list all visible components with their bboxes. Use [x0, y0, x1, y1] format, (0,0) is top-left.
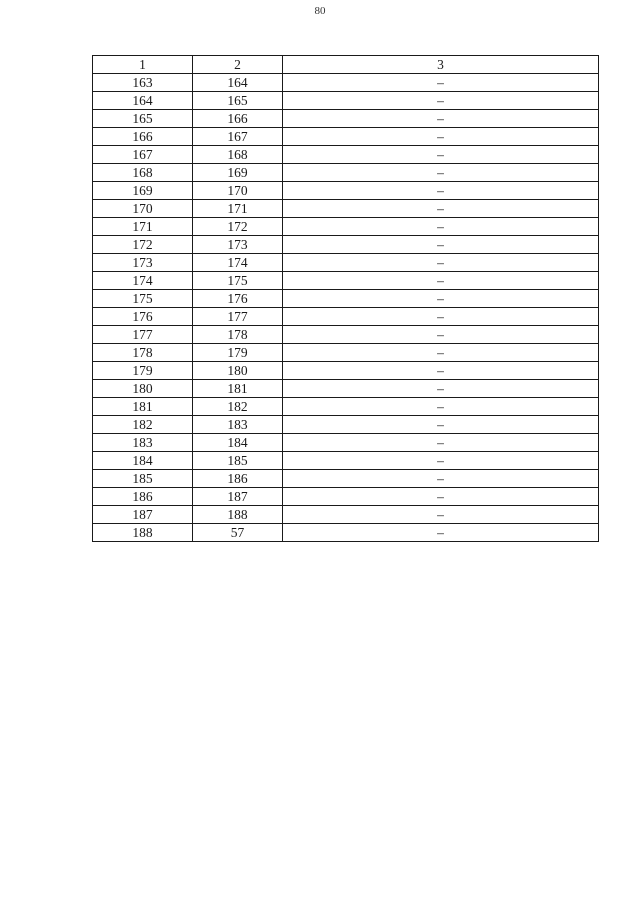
- table-cell-col-3: –: [283, 416, 599, 434]
- table-row: [93, 218, 599, 236]
- table-cell-col-2: 173: [193, 236, 283, 254]
- table-cell-col-3: –: [283, 326, 599, 344]
- table-cell-col-2: 167: [193, 128, 283, 146]
- table-row: [93, 326, 599, 344]
- table-row: [93, 272, 599, 290]
- table-cell-col-3: –: [283, 164, 599, 182]
- table-cell-col-1: 174: [93, 272, 193, 290]
- table-row: [93, 434, 599, 452]
- table-cell-col-2: 175: [193, 272, 283, 290]
- table-row: [93, 398, 599, 416]
- table-cell-col-3: –: [283, 272, 599, 290]
- table-cell-col-3: –: [283, 146, 599, 164]
- table-cell-col-3: –: [283, 308, 599, 326]
- table-cell-col-1: 187: [93, 506, 193, 524]
- table-cell-col-1: 172: [93, 236, 193, 254]
- page-number: 80: [314, 5, 326, 14]
- table-cell-col-2: 176: [193, 290, 283, 308]
- table-cell-col-2: 187: [193, 488, 283, 506]
- data-table: [92, 55, 599, 542]
- table-cell-col-3: –: [283, 110, 599, 128]
- table-cell-col-2: 180: [193, 362, 283, 380]
- column-header-3: 3: [283, 56, 599, 74]
- table-cell-col-3: –: [283, 236, 599, 254]
- table-row: [93, 92, 599, 110]
- table-cell-col-1: 188: [93, 524, 193, 542]
- table-cell-col-1: 166: [93, 128, 193, 146]
- table-cell-col-1: 179: [93, 362, 193, 380]
- table-row: [93, 182, 599, 200]
- table-row: [93, 290, 599, 308]
- table-header: [93, 56, 599, 74]
- table-cell-col-2: 170: [193, 182, 283, 200]
- table-cell-col-3: –: [283, 506, 599, 524]
- table-row: [93, 146, 599, 164]
- table-cell-col-2: 183: [193, 416, 283, 434]
- table-row: [93, 452, 599, 470]
- table-cell-col-2: 185: [193, 452, 283, 470]
- table-cell-col-3: –: [283, 524, 599, 542]
- table-cell-col-2: 174: [193, 254, 283, 272]
- table-row: [93, 128, 599, 146]
- table-cell-col-1: 170: [93, 200, 193, 218]
- table-cell-col-2: 57: [193, 524, 283, 542]
- table-row: [93, 164, 599, 182]
- table-cell-col-2: 184: [193, 434, 283, 452]
- table-cell-col-3: –: [283, 344, 599, 362]
- table-cell-col-2: 177: [193, 308, 283, 326]
- table-cell-col-2: 188: [193, 506, 283, 524]
- table-row: [93, 416, 599, 434]
- table-row: [93, 488, 599, 506]
- table-cell-col-1: 186: [93, 488, 193, 506]
- table-cell-col-2: 171: [193, 200, 283, 218]
- table-cell-col-1: 176: [93, 308, 193, 326]
- table-cell-col-1: 184: [93, 452, 193, 470]
- table-cell-col-1: 183: [93, 434, 193, 452]
- table-row: [93, 236, 599, 254]
- table-cell-col-1: 173: [93, 254, 193, 272]
- table-row: [93, 110, 599, 128]
- table-cell-col-1: 169: [93, 182, 193, 200]
- table-cell-col-1: 171: [93, 218, 193, 236]
- column-header-2: 2: [193, 56, 283, 74]
- table-cell-col-3: –: [283, 200, 599, 218]
- table-cell-col-2: 169: [193, 164, 283, 182]
- table-cell-col-2: 166: [193, 110, 283, 128]
- table-cell-col-2: 182: [193, 398, 283, 416]
- table-cell-col-3: –: [283, 254, 599, 272]
- table-cell-col-2: 172: [193, 218, 283, 236]
- table-cell-col-2: 165: [193, 92, 283, 110]
- table-row: [93, 380, 599, 398]
- header-row: [93, 56, 599, 74]
- table-cell-col-1: 185: [93, 470, 193, 488]
- table-cell-col-1: 165: [93, 110, 193, 128]
- table-cell-col-1: 163: [93, 74, 193, 92]
- table-cell-col-3: –: [283, 434, 599, 452]
- table-row: [93, 524, 599, 542]
- table-cell-col-3: –: [283, 290, 599, 308]
- table-cell-col-3: –: [283, 470, 599, 488]
- table-row: [93, 200, 599, 218]
- table-cell-col-1: 167: [93, 146, 193, 164]
- table-cell-col-1: 180: [93, 380, 193, 398]
- table-cell-col-3: –: [283, 398, 599, 416]
- table-cell-col-1: 182: [93, 416, 193, 434]
- table-cell-col-1: 177: [93, 326, 193, 344]
- table-cell-col-3: –: [283, 380, 599, 398]
- table-row: [93, 344, 599, 362]
- table-cell-col-3: –: [283, 218, 599, 236]
- table-cell-col-1: 175: [93, 290, 193, 308]
- table-cell-col-3: –: [283, 92, 599, 110]
- table-cell-col-2: 181: [193, 380, 283, 398]
- table-cell-col-3: –: [283, 128, 599, 146]
- table-cell-col-1: 164: [93, 92, 193, 110]
- table-cell-col-2: 179: [193, 344, 283, 362]
- table-cell-col-1: 178: [93, 344, 193, 362]
- table-row: [93, 470, 599, 488]
- table-cell-col-3: –: [283, 452, 599, 470]
- table-cell-col-2: 168: [193, 146, 283, 164]
- table-cell-col-3: –: [283, 488, 599, 506]
- table-cell-col-1: 168: [93, 164, 193, 182]
- table-cell-col-2: 178: [193, 326, 283, 344]
- table-body: [93, 74, 599, 542]
- table-row: [93, 254, 599, 272]
- table-row: [93, 362, 599, 380]
- table-cell-col-2: 186: [193, 470, 283, 488]
- table-cell-col-3: –: [283, 182, 599, 200]
- table-row: [93, 74, 599, 92]
- table-cell-col-2: 164: [193, 74, 283, 92]
- table-cell-col-3: –: [283, 74, 599, 92]
- column-header-1: 1: [93, 56, 193, 74]
- table-cell-col-3: –: [283, 362, 599, 380]
- table-row: [93, 506, 599, 524]
- table-row: [93, 308, 599, 326]
- table-cell-col-1: 181: [93, 398, 193, 416]
